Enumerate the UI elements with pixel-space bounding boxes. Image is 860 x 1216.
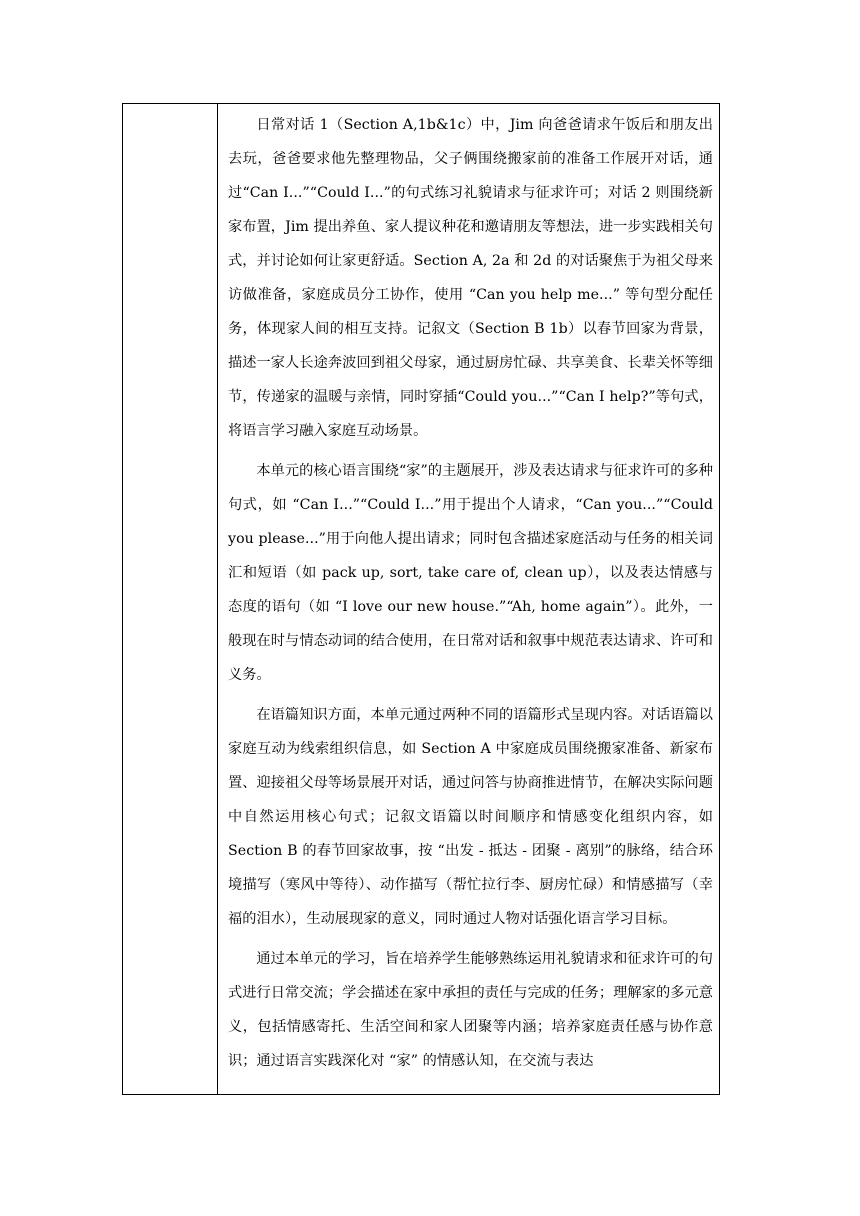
paragraph-core-language: 本单元的核心语言围绕“家”的主题展开，涉及表达请求与征求许可的多种句式，如 “Can I...”“Could I...”用于提出个人请求，“Can you...”“Could you please...”用于向他人提出请求；同时包含描述家庭活动与任务的相关词汇和短语（如 pack up, sort, take care of, clean up），以及表达情感与态度的语句（如 “I love our new house.”“Ah, home again”）。此外，一般现在时与情态动词的结合使用，在日常对话和叙事中规范表达请求、许可和义务。 — [228, 463, 713, 683]
table-right-column — [219, 104, 719, 1094]
content-table — [122, 103, 720, 1095]
paragraph-dialogue-overview: 日常对话 1（Section A,1b&1c）中，Jim 向爸爸请求午饭后和朋友出去玩，爸爸要求他先整理物品，父子俩围绕搬家前的准备工作展开对话，通过“Can I...”“Could I...”的句式练习礼貌请求与征求许可；对话 2 则围绕新家布置，Jim 提出养鱼、家人提议种花和邀请朋友等想法，进一步实践相关句式，并讨论如何让家更舒适。Section A, 2a 和 2d 的对话聚焦于为祖父母来访做准备，家庭成员分工协作，使用 “Can you help me...” 等句型分配任务，体现家人间的相互支持。记叙文（Section B 1b）以春节回家为背景，描述一家人长途奔波回到祖父母家，通过厨房忙碌、共享美食、长辈关怀等细节，传递家的温暖与亲情，同时穿插“Could you...”“Can I help?”等句式，将语言学习融入家庭互动场景。 — [228, 117, 713, 439]
table-left-column — [123, 104, 218, 1094]
paragraph-discourse-knowledge: 在语篇知识方面，本单元通过两种不同的语篇形式呈现内容。对话语篇以家庭互动为线索组织信息，如 Section A 中家庭成员围绕搬家准备、新家布置、迎接祖父母等场景展开对话，通过问答与协商推进情节，在解决实际问题中自然运用核心句式；记叙文语篇以时间顺序和情感变化组织内容，如 Section B 的春节回家故事，按 “出发 - 抵达 - 团聚 - 离别”的脉络，结合环境描写（寒风中等待）、动作描写（帮忙拉行李、厨房忙碌）和情感描写（幸福的泪水），生动展现家的意义，同时通过人物对话强化语言学习目标。 — [228, 707, 713, 927]
paragraph-learning-goals: 通过本单元的学习，旨在培养学生能够熟练运用礼貌请求和征求许可的句式进行日常交流；学会描述在家中承担的责任与完成的任务；理解家的多元意义，包括情感寄托、生活空间和家人团聚等内涵；培养家庭责任感与协作意识；通过语言实践深化对 “家” 的情感认知，在交流与表达 — [228, 951, 713, 1069]
